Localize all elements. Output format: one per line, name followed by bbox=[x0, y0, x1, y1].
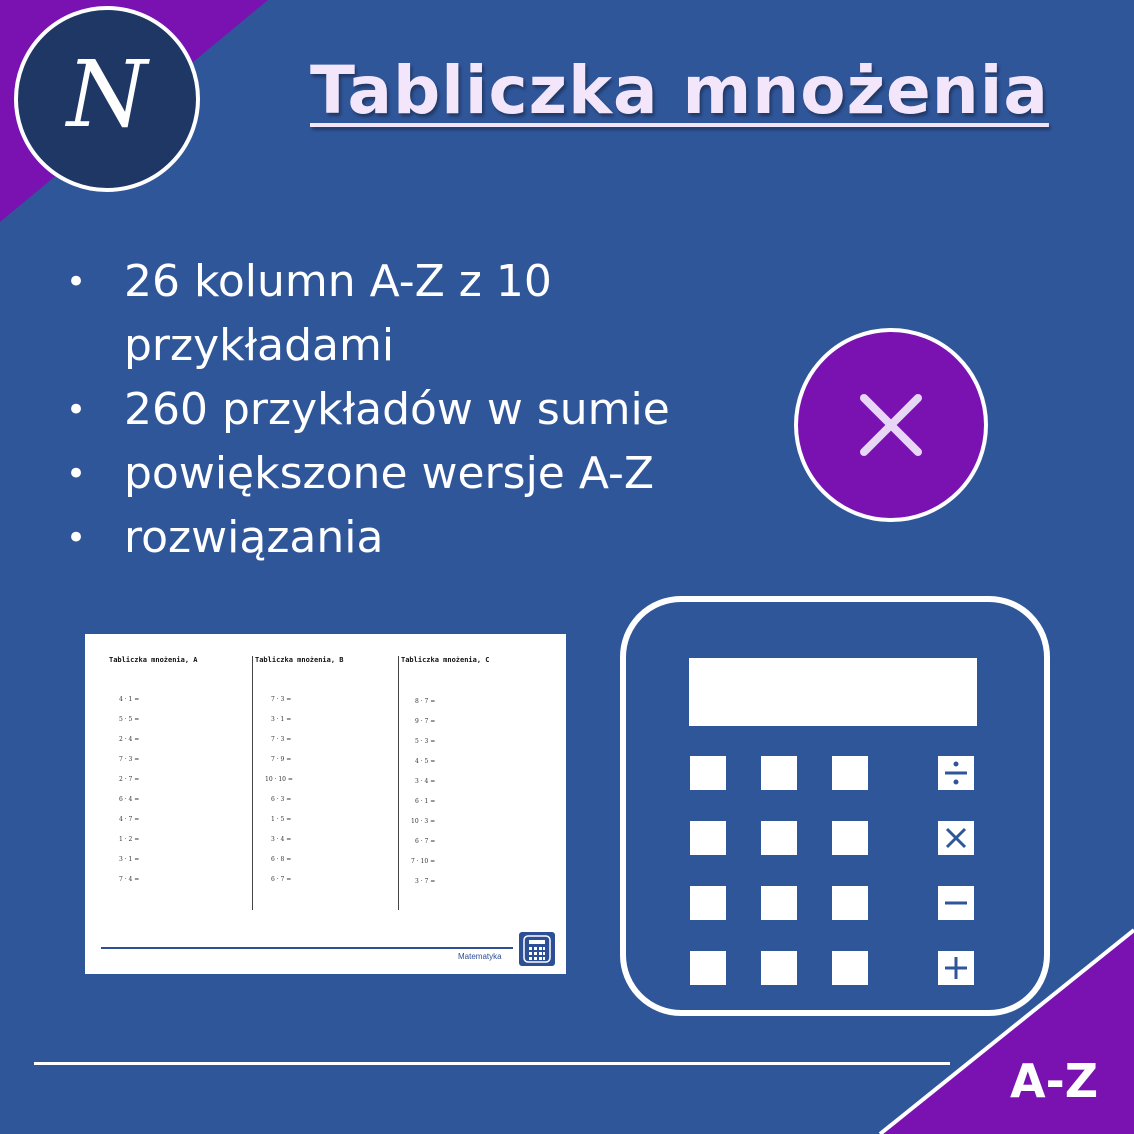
page-title: Tabliczka mnożenia bbox=[310, 52, 1049, 129]
preview-item: 6 · 8 = bbox=[271, 856, 292, 863]
preview-item: 4 · 7 = bbox=[119, 816, 140, 823]
preview-item: 9 · 7 = bbox=[415, 718, 436, 725]
preview-item: 7 · 3 = bbox=[271, 736, 292, 743]
logo-badge bbox=[14, 6, 200, 192]
preview-item: 6 · 3 = bbox=[271, 796, 292, 803]
preview-item: 8 · 7 = bbox=[415, 698, 436, 705]
preview-item: 7 · 9 = bbox=[271, 756, 292, 763]
multiply-icon bbox=[856, 390, 926, 460]
list-item-text: powiększone wersje A-Z bbox=[124, 448, 654, 499]
preview-column-title: Tabliczka mnożenia, C bbox=[401, 656, 490, 664]
bullet-marker: • bbox=[66, 390, 87, 430]
worksheet-preview bbox=[85, 634, 566, 974]
preview-item: 6 · 7 = bbox=[415, 838, 436, 845]
preview-item: 1 · 5 = bbox=[271, 816, 292, 823]
preview-column-title: Tabliczka mnożenia, A bbox=[109, 656, 198, 664]
list-item bbox=[60, 378, 760, 442]
preview-item: 5 · 3 = bbox=[415, 738, 436, 745]
calculator-display bbox=[689, 658, 977, 726]
calculator-icon bbox=[620, 596, 1050, 1016]
multiply-badge bbox=[794, 328, 988, 522]
preview-item: 2 · 4 = bbox=[119, 736, 140, 743]
preview-item: 10 · 3 = bbox=[411, 818, 436, 825]
preview-item: 10 · 10 = bbox=[265, 776, 293, 783]
preview-item: 4 · 5 = bbox=[415, 758, 436, 765]
corner-label: A-Z bbox=[1010, 1054, 1099, 1108]
preview-item: 2 · 7 = bbox=[119, 776, 140, 783]
preview-item: 4 · 1 = bbox=[119, 696, 140, 703]
preview-item: 6 · 1 = bbox=[415, 798, 436, 805]
preview-column-title: Tabliczka mnożenia, B bbox=[255, 656, 344, 664]
preview-column-b bbox=[255, 656, 401, 883]
preview-item: 6 · 7 = bbox=[271, 876, 292, 883]
preview-column-c bbox=[401, 656, 547, 885]
preview-item: 6 · 4 = bbox=[119, 796, 140, 803]
preview-footer-label: Matematyka bbox=[458, 952, 502, 961]
bullet-marker: • bbox=[66, 454, 87, 494]
logo-letter: N bbox=[66, 41, 148, 148]
preview-item: 7 · 3 = bbox=[271, 696, 292, 703]
list-item bbox=[60, 506, 760, 570]
preview-item: 7 · 4 = bbox=[119, 876, 140, 883]
list-item-text: 260 przykładów w sumie bbox=[124, 384, 670, 435]
feature-list bbox=[60, 250, 760, 570]
calculator-keys bbox=[690, 756, 974, 985]
list-item-text: 26 kolumn A-Z z 10 przykładami bbox=[124, 256, 552, 371]
preview-item: 1 · 2 = bbox=[119, 836, 140, 843]
preview-item: 3 · 4 = bbox=[415, 778, 436, 785]
list-item bbox=[60, 250, 760, 378]
preview-footer-line bbox=[101, 947, 513, 949]
preview-item: 3 · 1 = bbox=[271, 716, 292, 723]
preview-calculator-icon bbox=[519, 932, 555, 966]
list-item bbox=[60, 442, 760, 506]
preview-item: 7 · 3 = bbox=[119, 756, 140, 763]
preview-item: 3 · 1 = bbox=[119, 856, 140, 863]
preview-item: 7 · 10 = bbox=[411, 858, 436, 865]
preview-item: 3 · 7 = bbox=[415, 878, 436, 885]
bullet-marker: • bbox=[66, 262, 87, 302]
preview-divider bbox=[398, 656, 399, 910]
preview-item: 5 · 5 = bbox=[119, 716, 140, 723]
preview-item: 3 · 4 = bbox=[271, 836, 292, 843]
preview-column-a bbox=[109, 656, 255, 883]
list-item-text: rozwiązania bbox=[124, 512, 384, 563]
preview-divider bbox=[252, 656, 253, 910]
bullet-marker: • bbox=[66, 518, 87, 558]
bottom-divider bbox=[34, 1062, 950, 1065]
